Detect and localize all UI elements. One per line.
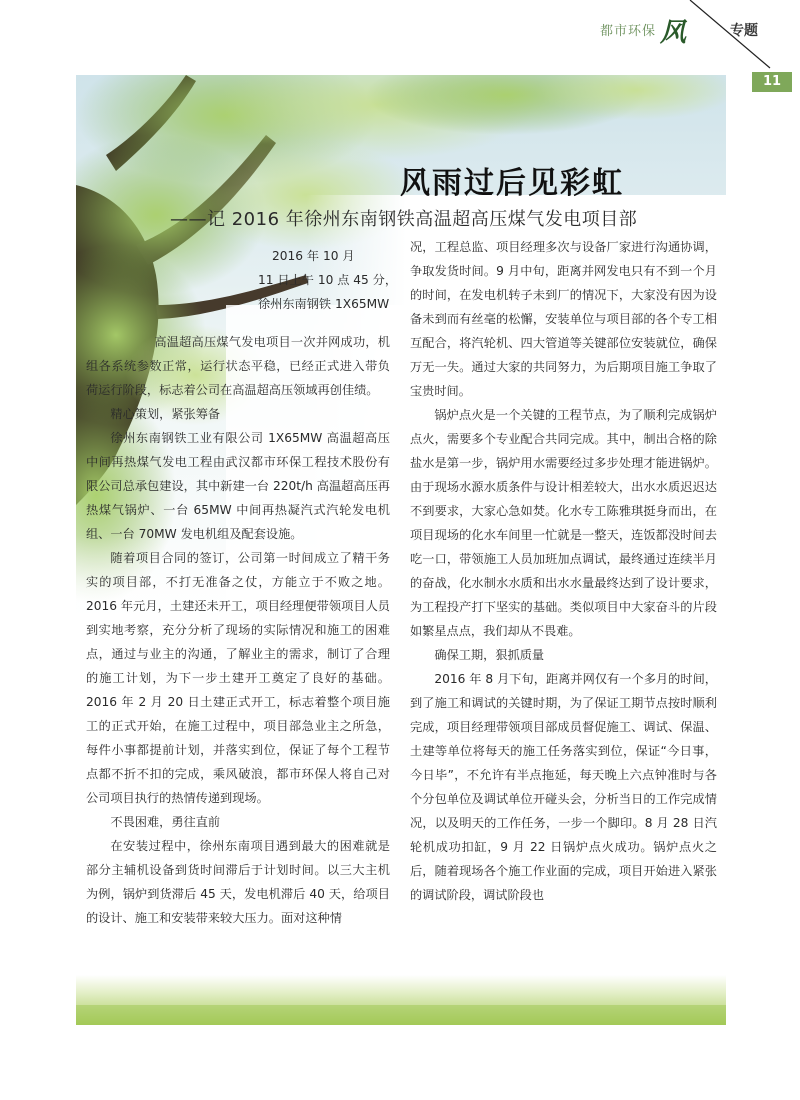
article-column-left (86, 330, 390, 930)
intro-line: 徐州东南钢铁 1X65MW (258, 297, 390, 311)
section-label: 专题 (730, 23, 758, 39)
article-column-right (410, 235, 717, 907)
paragraph: 随着项目合同的签订，公司第一时间成立了精干务实的项目部，不打无准备之仗，方能立于不败之地。2016 年元月，土建还未开工，项目经理便带领项目人员到实地考察，充分分析了现场的实际情况和施工的困难点，通过与业主的沟通，了解业主的需求，制订了合理的施工计划，为下一步土建开工奠定了良好的基础。2016 年 2 月 20 日土建正式开工，标志着整个项目施工的正式开始，在施工过程中，项目部急业主之所急，每件小事都提前计划，并落实到位，保证了每个工程节点都不折不扣的完成，乘风破浪，都市环保人将自己对公司项目执行的热情传递到现场。 (86, 551, 390, 805)
section-heading: 精心策划，紧张筹备 (110, 407, 221, 421)
page-number: 11 (752, 72, 792, 92)
intro-line: 2016 年 10 月 (272, 249, 355, 263)
paragraph: 徐州东南钢铁工业有限公司 1X65MW 高温超高压中间再热煤气发电工程由武汉都市环保工程技术股份有限公司总承包建设，其中新建一台 220t/h 高温超高压再热煤气锅炉、一台 65MW 中间再热凝汽式汽轮发电机组、一台 70MW 发电机组及配套设施。 (86, 431, 390, 541)
paragraph: 2016 年 8 月下旬，距离并网仅有一个多月的时间，到了施工和调试的关键时期，为了保证工期节点按时顺利完成，项目经理带领项目部成员督促施工、调试、保温、土建等单位将每天的施工任务落实到位，保证“今日事，今日毕”，不允许有半点拖延，每天晚上六点钟准时与各个分包单位及调试单位开碰头会，分析当日的工作完成情况，以及明天的工作任务，一步一个脚印。8 月 28 日汽轮机成功扣缸，9 月 22 日锅炉点火成功。锅炉点火之后，随着现场各个施工作业面的完成，项目开始进入紧张的调试阶段，调试阶段也 (410, 672, 717, 902)
article-title: 风雨过后见彩虹 (400, 166, 624, 201)
section-heading: 不畏困难，勇往直前 (110, 815, 221, 829)
paragraph: 在安装过程中，徐州东南项目遇到最大的困难就是部分主辅机设备到货时间滞后于计划时间。以三大主机为例，锅炉到货滞后 45 天，发电机滞后 40 天，给项目的设计、施工和安装带来较大压力。面对这种情 (86, 839, 390, 925)
paragraph: 高温超高压煤气发电项目一次并网成功，机组各系统参数正常，运行状态平稳，已经正式进入带负荷运行阶段，标志着公司在高温超高压领域再创佳绩。 (86, 335, 390, 397)
section-heading: 确保工期，狠抓质量 (434, 648, 545, 662)
article-subtitle: ——记 2016 年徐州东南钢铁高温超高压煤气发电项目部 (170, 209, 638, 230)
grass-field-image (76, 975, 726, 1025)
magazine-name: 都市环保 (600, 24, 657, 39)
paragraph: 锅炉点火是一个关键的工程节点，为了顺利完成锅炉点火，需要多个专业配合共同完成。其中，制出合格的除盐水是第一步，锅炉用水需要经过多步处理才能进锅炉。由于现场水源水质条件与设计相差较大，出水水质迟迟达不到要求，大家心急如焚。化水专工陈雅琪挺身而出，在项目现场的化水车间里一忙就是一整天，连饭都没时间去吃一口，带领施工人员加班加点调试，最终通过连续半月的奋战，化水制水水质和出水水量最终达到了设计要求，为工程投产打下坚实的基础。类似项目中大家奋斗的片段如繁星点点，我们却从不畏难。 (410, 408, 717, 638)
paragraph: 况，工程总监、项目经理多次与设备厂家进行沟通协调，争取发货时间。9 月中旬，距离并网发电只有不到一个月的时间，在发电机转子未到厂的情况下，大家没有因为设备未到而有丝毫的松懈，安装单位与项目部的各个专工相互配合，将汽轮机、四大管道等关键部位安装就位，确保万无一失。通过大家的共同努力，为后期项目施工争取了宝贵时间。 (410, 240, 717, 398)
magazine-logo: 风 (660, 18, 687, 48)
intro-line: 11 日上午 10 点 45 分， (258, 273, 398, 287)
